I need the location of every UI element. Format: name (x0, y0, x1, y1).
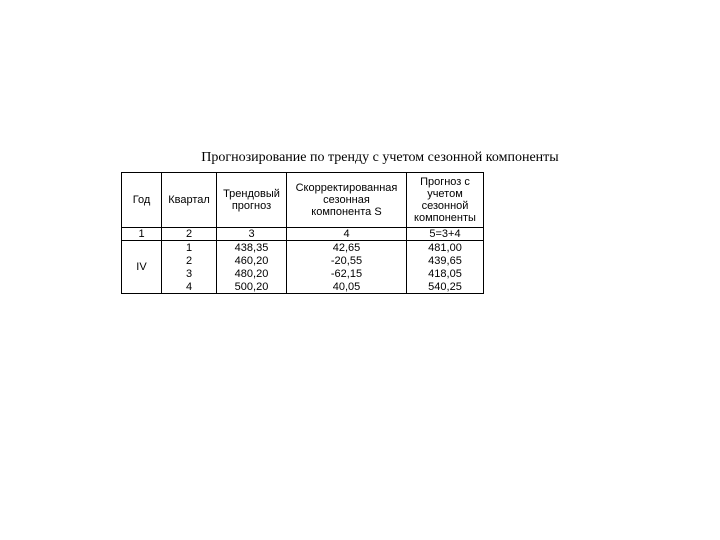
forecast-cell: 540,25 (407, 280, 484, 294)
table-row (122, 241, 484, 255)
seasonal-cell: -20,55 (287, 254, 407, 267)
trend-cell: 460,20 (217, 254, 287, 267)
seasonal-cell: -62,15 (287, 267, 407, 280)
trend-cell: 500,20 (217, 280, 287, 294)
header-year: Год (122, 173, 162, 228)
table-row (122, 254, 484, 267)
year-cell: IV (122, 241, 162, 294)
column-number-row (122, 228, 484, 241)
forecast-table (121, 172, 484, 294)
column-number: 5=3+4 (407, 228, 484, 241)
quarter-cell: 2 (162, 254, 217, 267)
column-number: 1 (122, 228, 162, 241)
quarter-cell: 4 (162, 280, 217, 294)
header-trend-forecast: Трендовый прогноз (217, 173, 287, 228)
forecast-cell: 418,05 (407, 267, 484, 280)
quarter-cell: 3 (162, 267, 217, 280)
header-quarter: Квартал (162, 173, 217, 228)
quarter-cell: 1 (162, 241, 217, 255)
column-number: 3 (217, 228, 287, 241)
header-seasonal-forecast: Прогноз с учетом сезонной компоненты (407, 173, 484, 228)
seasonal-cell: 40,05 (287, 280, 407, 294)
table-row (122, 267, 484, 280)
column-number: 4 (287, 228, 407, 241)
table-row (122, 280, 484, 294)
forecast-cell: 439,65 (407, 254, 484, 267)
column-number: 2 (162, 228, 217, 241)
table-header-row (122, 173, 484, 228)
table-title: Прогнозирование по тренду с учетом сезонной компоненты (201, 150, 559, 165)
seasonal-cell: 42,65 (287, 241, 407, 255)
trend-cell: 438,35 (217, 241, 287, 255)
forecast-cell: 481,00 (407, 241, 484, 255)
trend-cell: 480,20 (217, 267, 287, 280)
header-seasonal-component: Скорректированная сезонная компонента S (287, 173, 407, 228)
